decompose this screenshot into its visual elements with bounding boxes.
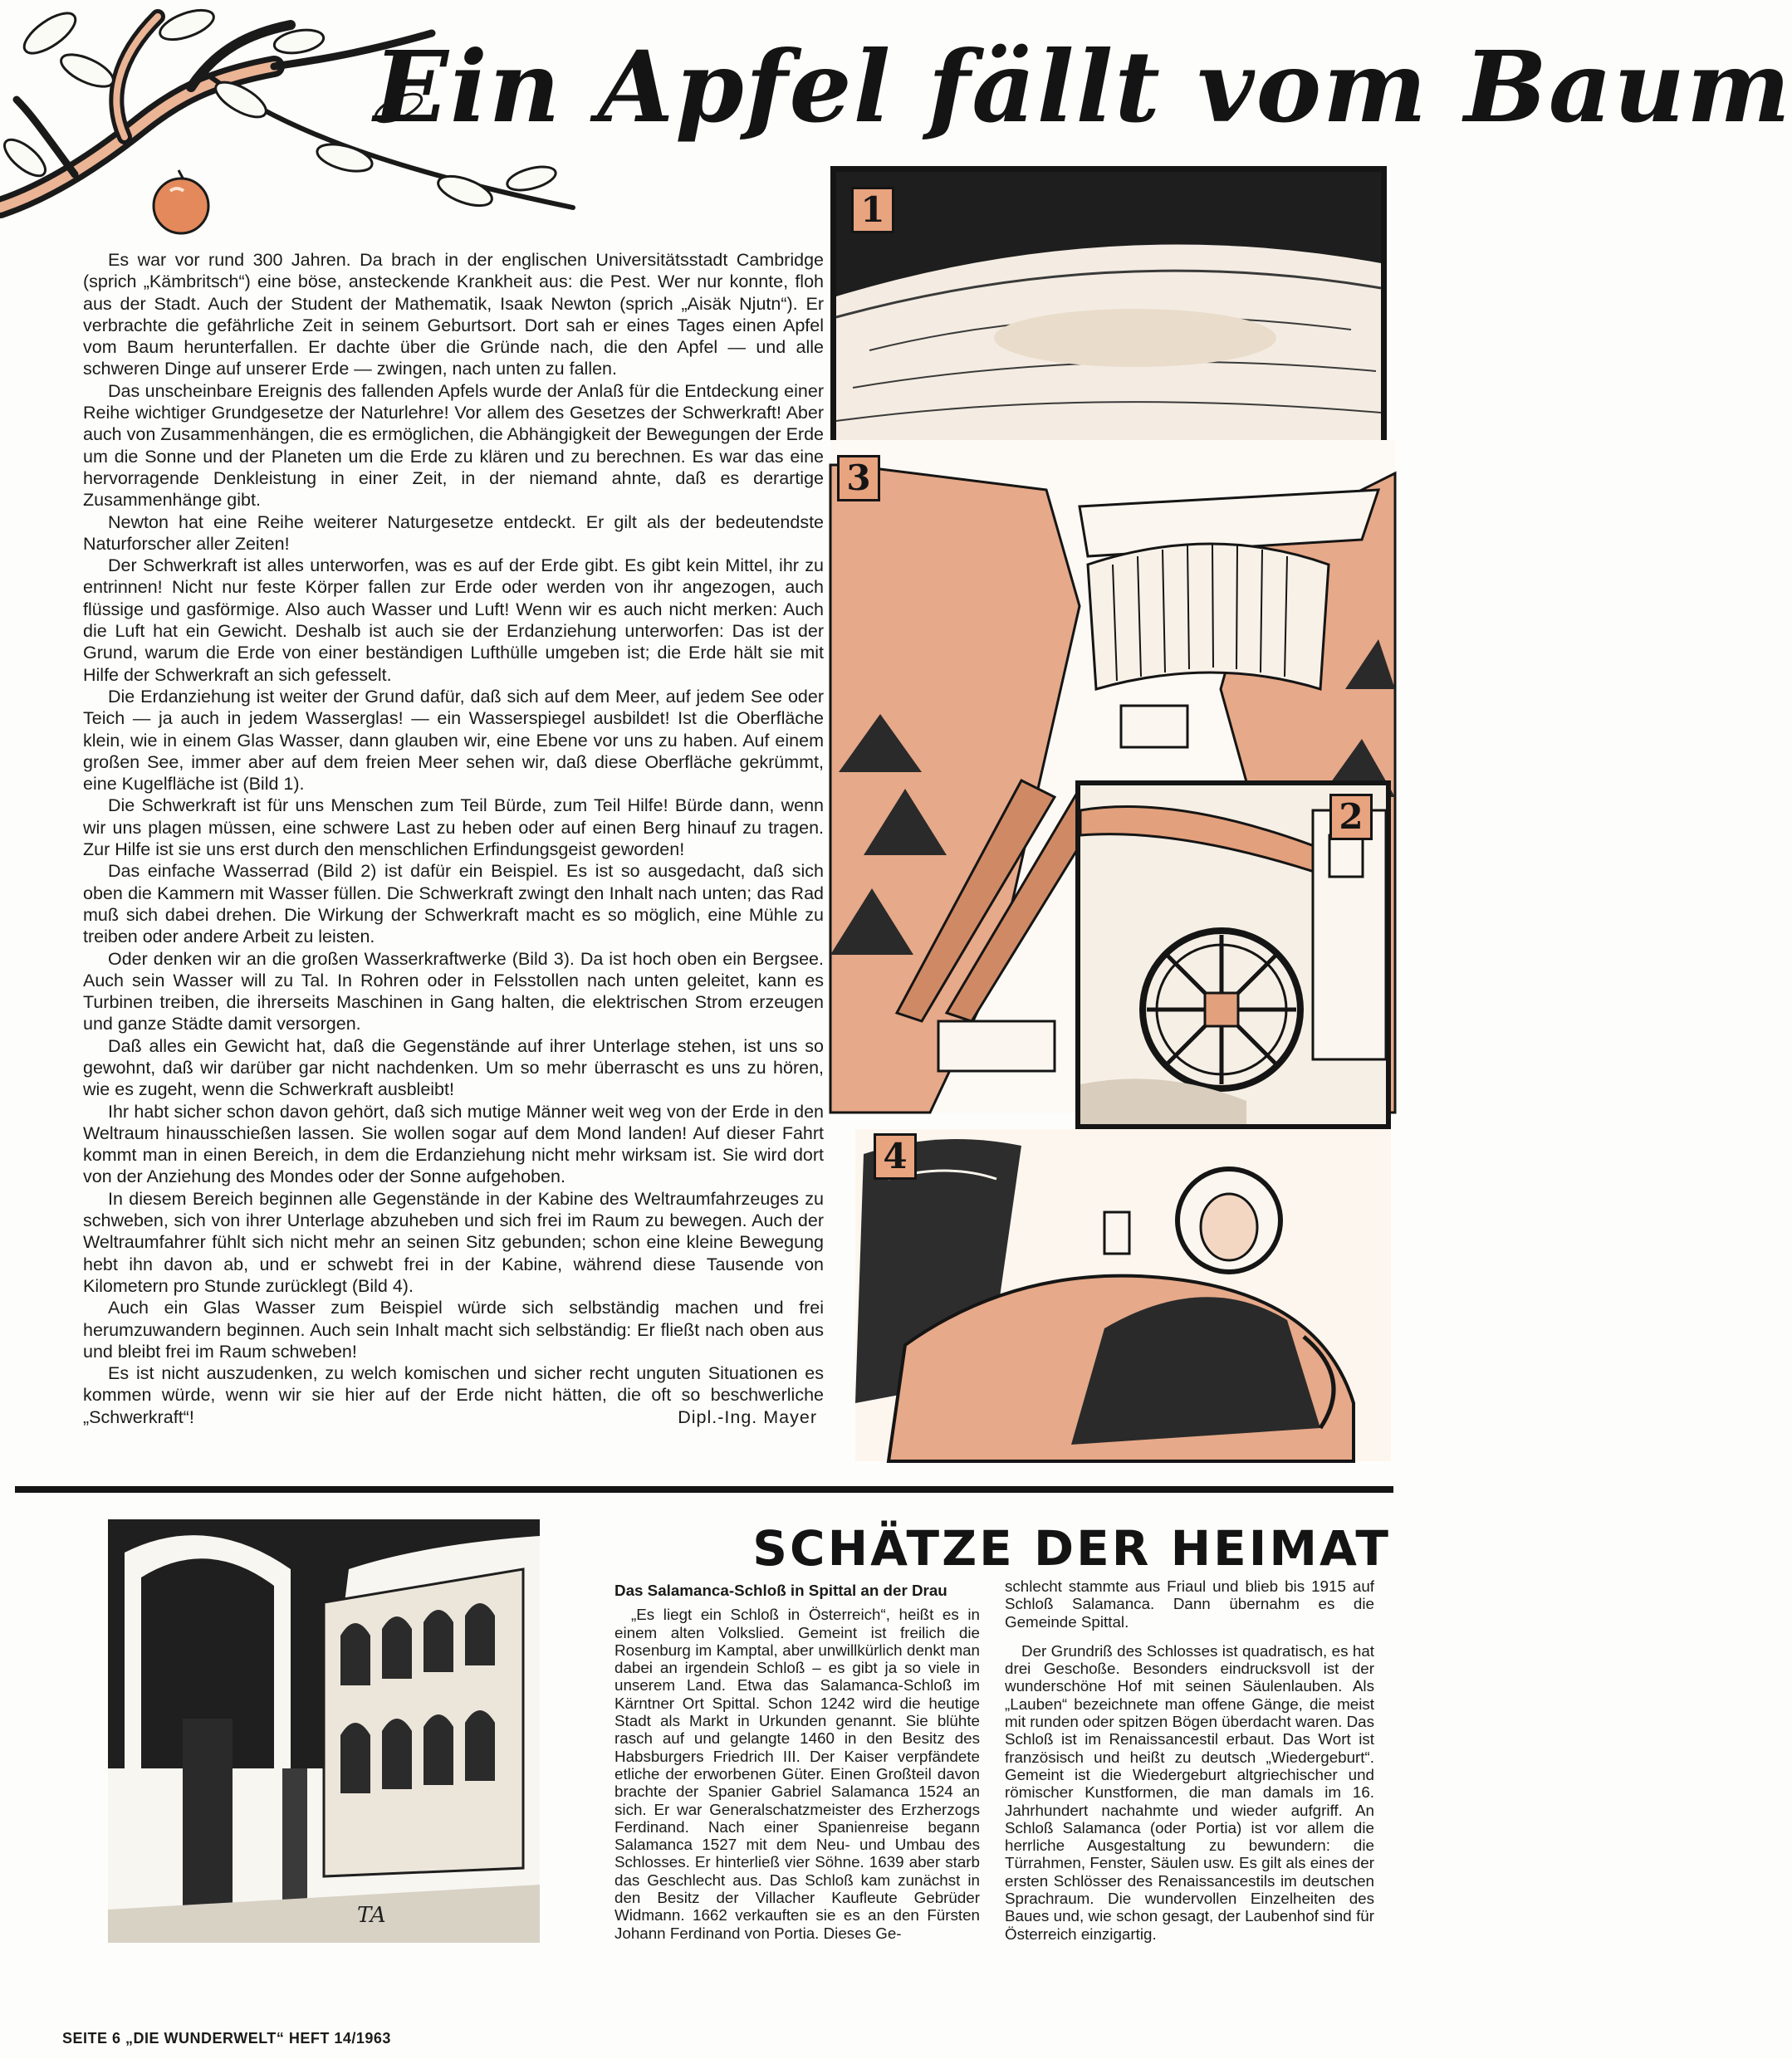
panel-number-1: 1 [851,187,894,233]
article-paragraph: „Es liegt ein Schloß in Österreich“, heißt es in einem alten Volkslied. Gemeint ist freilich die Rosenburg im Kamptal, aber unwillkürlich denkt man dabei an irgendein Schloß – es gibt ja so viele in unserem Land. Etwa das Salamanca-Schloß im Kärntner Ort Spittal. Schon 1242 wird die heutige Stadt als Markt in Urkunden genannt. Sie blühte rasch auf und gelangte 1460 in den Besitz des Habsburgers Friedrich III. Der Kaiser verpfändete etliche der erworbenen Güter. Einen Großteil davon brachte der Spanier Gabriel Salamanca 1524 an sich. Er war Generalschatzmeister des Erzherzogs Ferdinand. Nach einer Spanienreise begann Salamanca 1527 mit dem Neu- und Umbau des Schlosses. Er hinterließ vier Söhne. 1639 aber starb das Geschlecht aus. Das Schloß kam zunächst in den Besitz der Villacher Kaufleute Gebrüder Widmann. 1662 verkauften sie es an den Fürsten Johann Ferdinand von Portia. Dieses Ge- [614,1606,980,1942]
article-paragraph: Die Erdanziehung ist weiter der Grund dafür, daß sich auf dem Meer, auf jedem See oder Teich — ja auch in jedem Wasserglas! — ein Wasserspiegel ausbildet! Ist die Oberfläche klein, wie in einem Glas Wasser, dann glauben wir, eine Ebene vor uns zu haben. Auf einem großen See, immer aber auf dem freien Meer sehen wir, daß diese Oberfläche gekrümmt, eine Kugelfläche ist (Bild 1). [83,686,824,795]
sea-horizon-illustration [836,172,1381,443]
author-signature: Dipl.-Ing. Mayer [678,1407,817,1428]
article-paragraph: Es ist nicht auszudenken, zu welch komischen und sicher recht unguten Situationen es kommen würde, wenn wir sie hier auf der Erde nicht hätten, die oft so beschwerliche „Schwerkraft“! [83,1363,824,1427]
article-paragraph: Daß alles ein Gewicht hat, daß die Gegenstände auf ihrer Unterlage stehen, ist uns so gewohnt, daß wir darüber gar nicht nachdenken. Um so mehr überrascht es uns zu hören, wie es zugeht, wenn die Schwerkraft ausbleibt! [83,1035,824,1100]
illustration-panel-4-astronaut [855,1129,1391,1461]
page-title: Ein Apfel fällt vom Baum [374,29,1792,144]
panel-number-2: 2 [1329,794,1373,840]
text-column-2 [1005,1577,1374,1968]
illustration-panel-1-sea [830,166,1387,448]
article-heading: Das Salamanca-Schloß in Spittal an der Drau [614,1582,947,1599]
illustration-panel-2-water-wheel [1075,780,1391,1129]
article-paragraph: Das unscheinbare Ereignis des fallenden Apfels wurde der Anlaß für die Entdeckung einer Reihe wichtiger Grundgesetze der Naturlehre! Vor allem des Gesetzes der Schwerkraft! Aber auch von Zusammenhängen, die es ermöglichen, die Abhängigkeit der Bewegungen der Erde um die Sonne und der Planeten um die Erde zu klären und zu berechnen. Es war das eine hervorragende Denkleistung in einer Zeit, in der niemand ahnte, daß es derartige Zusammenhänge gibt. [83,380,824,511]
drawing-monogram: TA [357,1903,386,1928]
text-column-1 [614,1582,980,1972]
section-divider [15,1486,1393,1493]
panel-number-3: 3 [837,455,880,501]
article-paragraph: Die Schwerkraft ist für uns Menschen zum Teil Bürde, zum Teil Hilfe! Bürde dann, wenn wir uns plagen müssen, eine schwere Last zu heben oder auf einen Berg hinauf zu tragen. Zur Hilfe ist sie uns erst durch den menschlichen Erfindungsgeist geworden! [83,795,824,860]
article-paragraph: In diesem Bereich beginnen alle Gegenstände in der Kabine des Weltraumfahrzeuges zu schweben, sich von ihrer Unterlage abzuheben und sich frei im Raum zu bewegen. Auch der Weltraumfahrer fühlt sich nicht mehr an seinen Sitz gebunden; schon eine kleine Bewegung hebt ihn davon ab, und er schwebt frei in der Kabine, während diese Tausende von Kilometern pro Stunde zurücklegt (Bild 4). [83,1188,824,1296]
page-footer: SEITE 6 „DIE WUNDERWELT“ HEFT 14/1963 [62,2030,391,2047]
article-paragraph: Der Grundriß des Schlosses ist quadratisch, es hat drei Geschoße. Besonders eindrucksvoll ist der wunderschöne Hof mit seinen Säulenlauben. Als „Lauben“ bezeichnete man offene Gänge, die meist mit runden oder spitzen Bögen überdacht waren. Das Schloß ist im Renaissancestil erbaut. Das Wort ist französisch und heißt zu deutsch „Wiedergeburt“. Gemeint ist die Wiedergeburt altgriechischer und römischer Kunstformen, die man damals im 16. Jahrhundert nachahmte und wieder aufgriff. An Schloß Salamanca (oder Portia) ist vor allem die herrliche Ausgestaltung zu bewundern: die Türrahmen, Fenster, Säulen usw. Es gilt als eines der ersten Schlösser des Renaissancestils im deutschen Sprachraum. Die wundervollen Einzelheiten des Baues und, wie schon gesagt, der Laubenhof sind für Österreich einzigartig. [1005,1641,1374,1943]
article-paragraph: Es war vor rund 300 Jahren. Da brach in der englischen Universitätsstadt Cambridge (sprich „Kämbritsch“) eine böse, ansteckende Krankheit aus: die Pest. Wer nur konnte, floh aus der Stadt. Auch der Student der Mathematik, Isaak Newton (sprich „Aisäk Njutn“). Er verbrachte die gefährliche Zeit in seinem Geburtsort. Dort sah er eines Tages einen Apfel vom Baum herunterfallen. Er dachte über die Gründe nach, die den Apfel — und alle schweren Dinge auf unserer Erde — zwingen, nach unten zu fallen. [83,250,824,379]
main-article [83,249,824,1470]
article-paragraph: Newton hat eine Reihe weiterer Naturgesetze entdeckt. Er gilt als der bedeutendste Naturforscher aller Zeiten! [83,511,824,554]
panel-number-4: 4 [874,1133,917,1180]
article-paragraph: Der Schwerkraft ist alles unterworfen, was es auf der Erde gibt. Es gibt kein Mittel, ihr zu entrinnen! Nicht nur feste Körper fallen zur Erde oder werden von ihr angezogen, auch flüssige und gasförmige. Also auch Wasser und Luft! Wenn wir es auch nicht merken: Auch die Luft hat ein Gewicht. Deshalb ist auch sie der Erdanziehung unterworfen: Das ist der Grund, warum die Erde von einer beständigen Lufthülle umgeben ist; die Erde hält sie mit Hilfe der Schwerkraft an sich gefesselt. [83,555,824,685]
astronaut-illustration [855,1129,1391,1461]
article-paragraph: schlecht stammte aus Friaul und blieb bis 1915 auf Schloß Salamanca. Dann übernahm es die Gemeinde Spittal. [1005,1577,1374,1631]
article-paragraph: Oder denken wir an die großen Wasserkraftwerke (Bild 3). Da ist hoch oben ein Bergsee. Auch sein Wasser will zu Tal. In Rohren oder in Felsstollen nach unten geleitet, kann es Turbinen treiben, die ihrerseits Maschinen in Gang halten, die elektrischen Strom erzeugen und ganze Städte damit versorgen. [83,948,824,1034]
article-paragraph: Ihr habt sicher schon davon gehört, daß sich mutige Männer weit weg von der Erde in den Weltraum hinausschießen lassen. Sie wollen sogar auf dem Mond landen! Auf dieser Fahrt kommt man in einen Bereich, in dem die Erdanziehung nicht mehr wirksam ist. Sie wird dort von der Anziehung des Mondes oder der Sonne aufgehoben. [83,1101,824,1187]
article-paragraph: Auch ein Glas Wasser zum Beispiel würde sich selbständig machen und frei herumzuwandern beginnen. Auch sein Inhalt macht sich selbständig: Er fließt nach oben aus und bleibt frei im Raum schweben! [83,1298,824,1362]
castle-courtyard-drawing [108,1519,540,1943]
article-paragraph: Das einfache Wasserrad (Bild 2) ist dafür ein Beispiel. Es ist so ausgedacht, daß sich oben die Kammern mit Wasser füllen. Die Schwerkraft zwingt den Inhalt nach unten; das Rad muß sich dabei drehen. Die Wirkung der Schwerkraft macht es so möglich, eine Mühle zu treiben oder andere Arbeit zu leisten. [83,861,824,947]
section-title: SCHÄTZE DER HEIMAT [752,1520,1391,1577]
